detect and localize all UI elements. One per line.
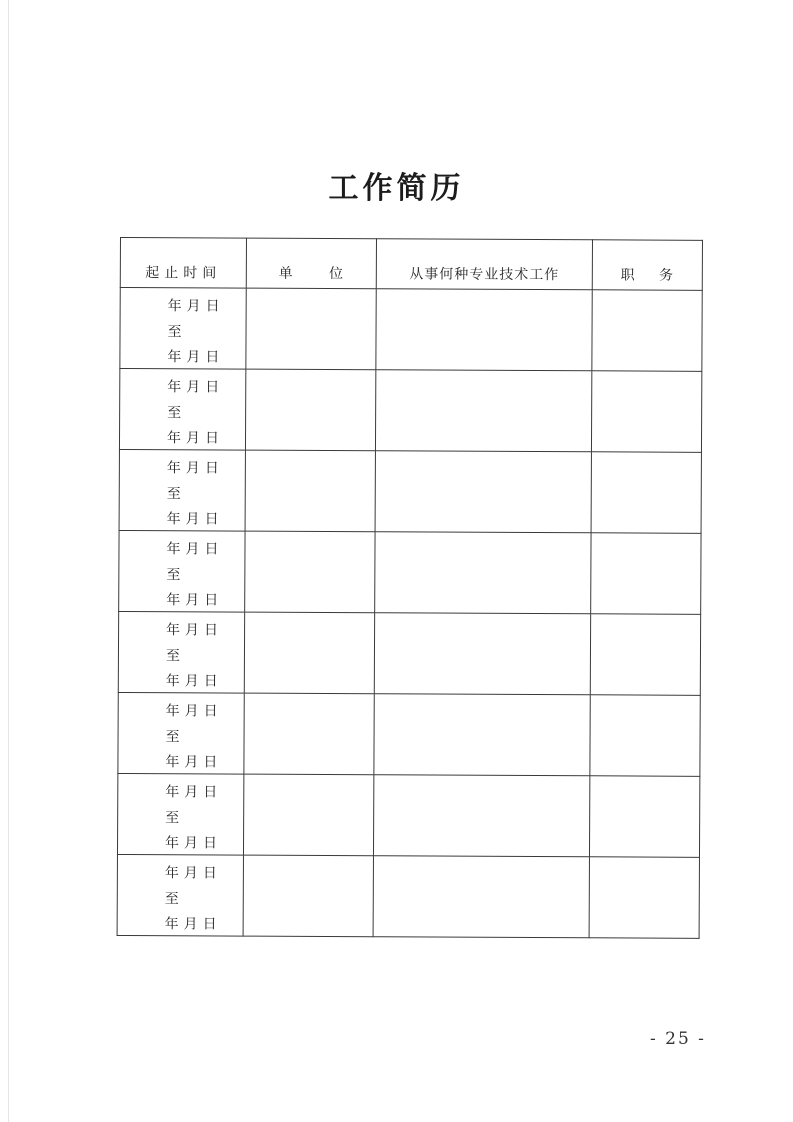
work-cell[interactable]: [375, 532, 591, 614]
duty-cell[interactable]: [591, 533, 701, 615]
unit-cell[interactable]: [245, 369, 375, 451]
to-label: 至: [165, 810, 180, 827]
unit-cell[interactable]: [244, 612, 374, 694]
table-row: [119, 449, 701, 533]
end-date-label: 年月日: [164, 916, 222, 933]
to-label: 至: [165, 648, 180, 665]
end-date-label: 年月日: [164, 835, 223, 852]
duty-cell[interactable]: [589, 776, 699, 858]
period-cell[interactable]: [117, 773, 243, 855]
duty-cell[interactable]: [590, 614, 700, 696]
unit-cell[interactable]: [243, 855, 373, 937]
start-date-label: 年月日: [167, 298, 225, 315]
page-title: 工作简历: [328, 171, 465, 206]
to-label: 至: [167, 324, 182, 341]
to-label: 至: [167, 405, 182, 422]
table-row: [117, 854, 699, 938]
work-cell[interactable]: [373, 775, 589, 857]
start-date-label: 年月日: [166, 541, 224, 558]
to-label: 至: [166, 567, 181, 584]
unit-cell[interactable]: [243, 774, 373, 856]
duty-cell[interactable]: [590, 695, 700, 777]
work-cell[interactable]: [376, 289, 592, 371]
to-label: 至: [165, 729, 180, 746]
work-cell[interactable]: [375, 451, 591, 533]
work-history-table: [117, 237, 703, 939]
period-cell[interactable]: [118, 692, 244, 774]
unit-cell[interactable]: [244, 693, 374, 775]
start-date-label: 年月日: [166, 622, 224, 639]
to-label: 至: [166, 486, 181, 503]
unit-cell[interactable]: [245, 531, 375, 613]
duty-cell[interactable]: [591, 452, 701, 534]
page-number: - 25 -: [650, 1029, 706, 1049]
resume-table-wrapper: [117, 237, 710, 939]
duty-cell[interactable]: [591, 371, 701, 453]
table-header-row: [120, 238, 702, 291]
period-cell[interactable]: [119, 369, 245, 451]
unit-cell[interactable]: [246, 288, 376, 370]
work-cell[interactable]: [373, 856, 589, 938]
header-unit: 单 位: [246, 238, 376, 289]
end-date-label: 年月日: [166, 511, 224, 528]
start-date-label: 年月日: [166, 460, 224, 477]
unit-cell[interactable]: [245, 450, 375, 532]
header-period: 起止时间: [120, 238, 246, 289]
duty-cell[interactable]: [592, 290, 702, 372]
work-cell[interactable]: [374, 694, 590, 776]
end-date-label: 年月日: [166, 430, 225, 447]
period-cell[interactable]: [119, 449, 245, 531]
to-label: 至: [164, 891, 179, 908]
end-date-label: 年月日: [165, 673, 223, 690]
end-date-label: 年月日: [167, 349, 225, 366]
header-work: 从事何种专业技术工作: [376, 239, 592, 290]
period-cell[interactable]: [119, 530, 245, 612]
table-row: [117, 773, 699, 857]
table-row: [120, 288, 702, 372]
period-cell[interactable]: [118, 611, 244, 693]
work-cell[interactable]: [375, 370, 591, 452]
start-date-label: 年月日: [165, 784, 223, 801]
end-date-label: 年月日: [165, 754, 223, 771]
start-date-label: 年月日: [164, 865, 222, 882]
duty-cell[interactable]: [589, 857, 699, 939]
start-date-label: 年月日: [165, 703, 223, 720]
start-date-label: 年月日: [167, 379, 225, 396]
table-row: [119, 530, 701, 614]
period-cell[interactable]: [120, 288, 246, 370]
table-row: [118, 692, 700, 776]
table-row: [118, 611, 700, 695]
table-row: [119, 369, 701, 453]
end-date-label: 年月日: [166, 592, 224, 609]
period-cell[interactable]: [117, 854, 243, 936]
work-cell[interactable]: [374, 613, 590, 695]
header-duty: 职 务: [592, 240, 702, 291]
